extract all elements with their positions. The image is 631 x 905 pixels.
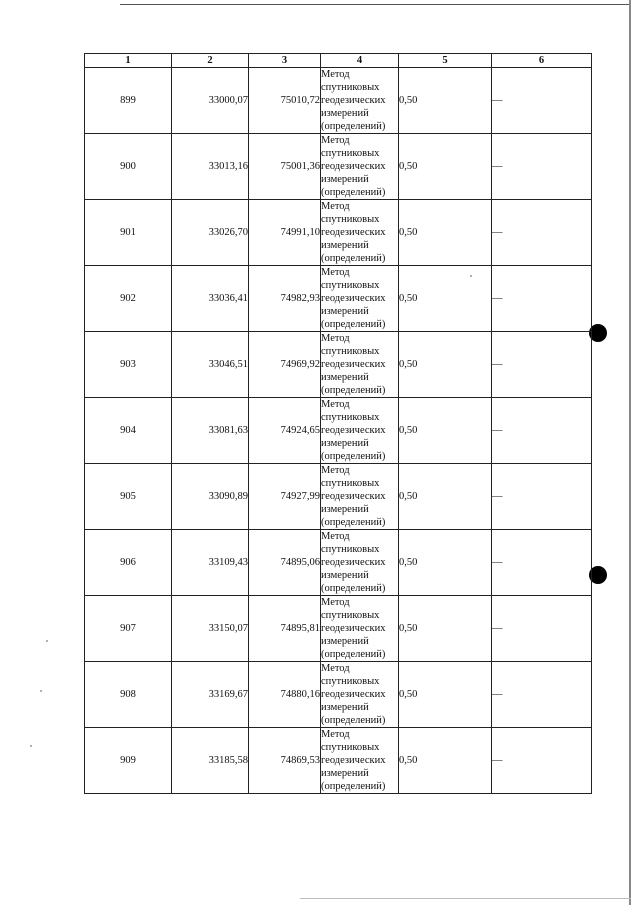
x-coordinate-cell: 33150,07 [172,596,249,662]
method-line: спутниковых [321,214,380,225]
method-line: измерений [321,702,369,713]
column-header: 6 [492,54,592,68]
method-line: спутниковых [321,412,380,423]
column-header: 4 [321,54,399,68]
x-coordinate-cell: 33090,89 [172,464,249,530]
table-row [85,200,592,266]
y-coordinate-cell: 75001,36 [249,134,321,200]
method-line: измерений [321,306,369,317]
note-cell: — [492,134,592,200]
method-line: спутниковых [321,82,380,93]
method-line: (определений) [321,121,386,132]
note-cell: — [492,596,592,662]
y-coordinate-cell: 75010,72 [249,68,321,134]
point-number-cell: 902 [85,266,172,332]
note-cell: — [492,728,592,794]
method-line: геодезических [321,689,386,700]
method-line: спутниковых [321,610,380,621]
method-cell [321,728,399,794]
method-cell [321,200,399,266]
method-line: Метод [321,399,350,410]
point-number-cell: 899 [85,68,172,134]
accuracy-cell: 0,50 [399,266,492,332]
x-coordinate-cell: 33081,63 [172,398,249,464]
coordinates-table [84,53,592,794]
method-line: (определений) [321,319,386,330]
accuracy-cell: 0,50 [399,134,492,200]
method-line: измерений [321,240,369,251]
point-number-cell: 904 [85,398,172,464]
point-number-cell: 901 [85,200,172,266]
method-cell [321,134,399,200]
method-cell [321,662,399,728]
note-cell: — [492,332,592,398]
y-coordinate-cell: 74927,99 [249,464,321,530]
method-line: геодезических [321,755,386,766]
method-line: (определений) [321,253,386,264]
method-line: (определений) [321,583,386,594]
x-coordinate-cell: 33169,67 [172,662,249,728]
note-cell: — [492,200,592,266]
method-cell [321,266,399,332]
method-line: спутниковых [321,544,380,555]
x-coordinate-cell: 33000,07 [172,68,249,134]
y-coordinate-cell: 74969,92 [249,332,321,398]
y-coordinate-cell: 74982,93 [249,266,321,332]
accuracy-cell: 0,50 [399,662,492,728]
method-line: Метод [321,531,350,542]
method-line: спутниковых [321,346,380,357]
method-line: геодезических [321,95,386,106]
note-cell: — [492,398,592,464]
method-line: (определений) [321,517,386,528]
note-cell: — [492,464,592,530]
method-cell [321,398,399,464]
method-line: измерений [321,768,369,779]
point-number-cell: 909 [85,728,172,794]
accuracy-cell: 0,50 [399,398,492,464]
x-coordinate-cell: 33109,43 [172,530,249,596]
method-line: геодезических [321,359,386,370]
method-cell [321,464,399,530]
y-coordinate-cell: 74880,16 [249,662,321,728]
table-row [85,134,592,200]
note-cell: — [492,530,592,596]
method-line: (определений) [321,385,386,396]
table-row [85,332,592,398]
scan-speck [30,745,32,747]
table-header-row [85,54,592,68]
method-cell [321,332,399,398]
method-line: измерений [321,636,369,647]
method-line: Метод [321,663,350,674]
y-coordinate-cell: 74895,81 [249,596,321,662]
accuracy-cell: 0,50 [399,200,492,266]
table-row [85,596,592,662]
point-number-cell: 905 [85,464,172,530]
method-line: измерений [321,174,369,185]
method-line: Метод [321,201,350,212]
method-line: геодезических [321,227,386,238]
method-cell [321,530,399,596]
method-line: Метод [321,69,350,80]
point-number-cell: 907 [85,596,172,662]
method-line: измерений [321,438,369,449]
method-line: спутниковых [321,148,380,159]
x-coordinate-cell: 33026,70 [172,200,249,266]
method-line: спутниковых [321,676,380,687]
method-line: геодезических [321,293,386,304]
x-coordinate-cell: 33046,51 [172,332,249,398]
scan-edge-bottom [300,898,631,899]
method-line: геодезических [321,161,386,172]
method-line: (определений) [321,451,386,462]
scan-speck [46,640,48,642]
x-coordinate-cell: 33036,41 [172,266,249,332]
method-cell [321,68,399,134]
method-line: измерений [321,504,369,515]
y-coordinate-cell: 74991,10 [249,200,321,266]
point-number-cell: 900 [85,134,172,200]
method-line: (определений) [321,649,386,660]
y-coordinate-cell: 74895,06 [249,530,321,596]
method-line: спутниковых [321,478,380,489]
scan-speck [40,690,42,692]
method-line: измерений [321,108,369,119]
accuracy-cell: 0,50 [399,464,492,530]
method-line: Метод [321,333,350,344]
x-coordinate-cell: 33013,16 [172,134,249,200]
y-coordinate-cell: 74924,65 [249,398,321,464]
scan-edge-top [120,4,631,5]
note-cell: — [492,68,592,134]
point-number-cell: 908 [85,662,172,728]
method-line: (определений) [321,187,386,198]
point-number-cell: 906 [85,530,172,596]
y-coordinate-cell: 74869,53 [249,728,321,794]
method-line: измерений [321,372,369,383]
method-line: Метод [321,597,350,608]
column-header: 2 [172,54,249,68]
method-line: измерений [321,570,369,581]
x-coordinate-cell: 33185,58 [172,728,249,794]
table-row [85,728,592,794]
point-number-cell: 903 [85,332,172,398]
method-line: геодезических [321,425,386,436]
method-line: (определений) [321,781,386,792]
accuracy-cell: 0,50 [399,596,492,662]
column-header: 5 [399,54,492,68]
table-row [85,398,592,464]
column-header: 3 [249,54,321,68]
table-row [85,266,592,332]
method-line: геодезических [321,623,386,634]
method-cell [321,596,399,662]
accuracy-cell: 0,50 [399,68,492,134]
table-row [85,662,592,728]
table-row [85,68,592,134]
method-line: Метод [321,135,350,146]
method-line: (определений) [321,715,386,726]
note-cell: — [492,266,592,332]
method-line: геодезических [321,557,386,568]
accuracy-cell: 0,50 [399,332,492,398]
method-line: геодезических [321,491,386,502]
method-line: спутниковых [321,742,380,753]
column-header: 1 [85,54,172,68]
method-line: Метод [321,267,350,278]
method-line: Метод [321,729,350,740]
accuracy-cell: 0,50 [399,728,492,794]
method-line: спутниковых [321,280,380,291]
accuracy-cell: 0,50 [399,530,492,596]
table-row [85,464,592,530]
note-cell: — [492,662,592,728]
table-row [85,530,592,596]
method-line: Метод [321,465,350,476]
